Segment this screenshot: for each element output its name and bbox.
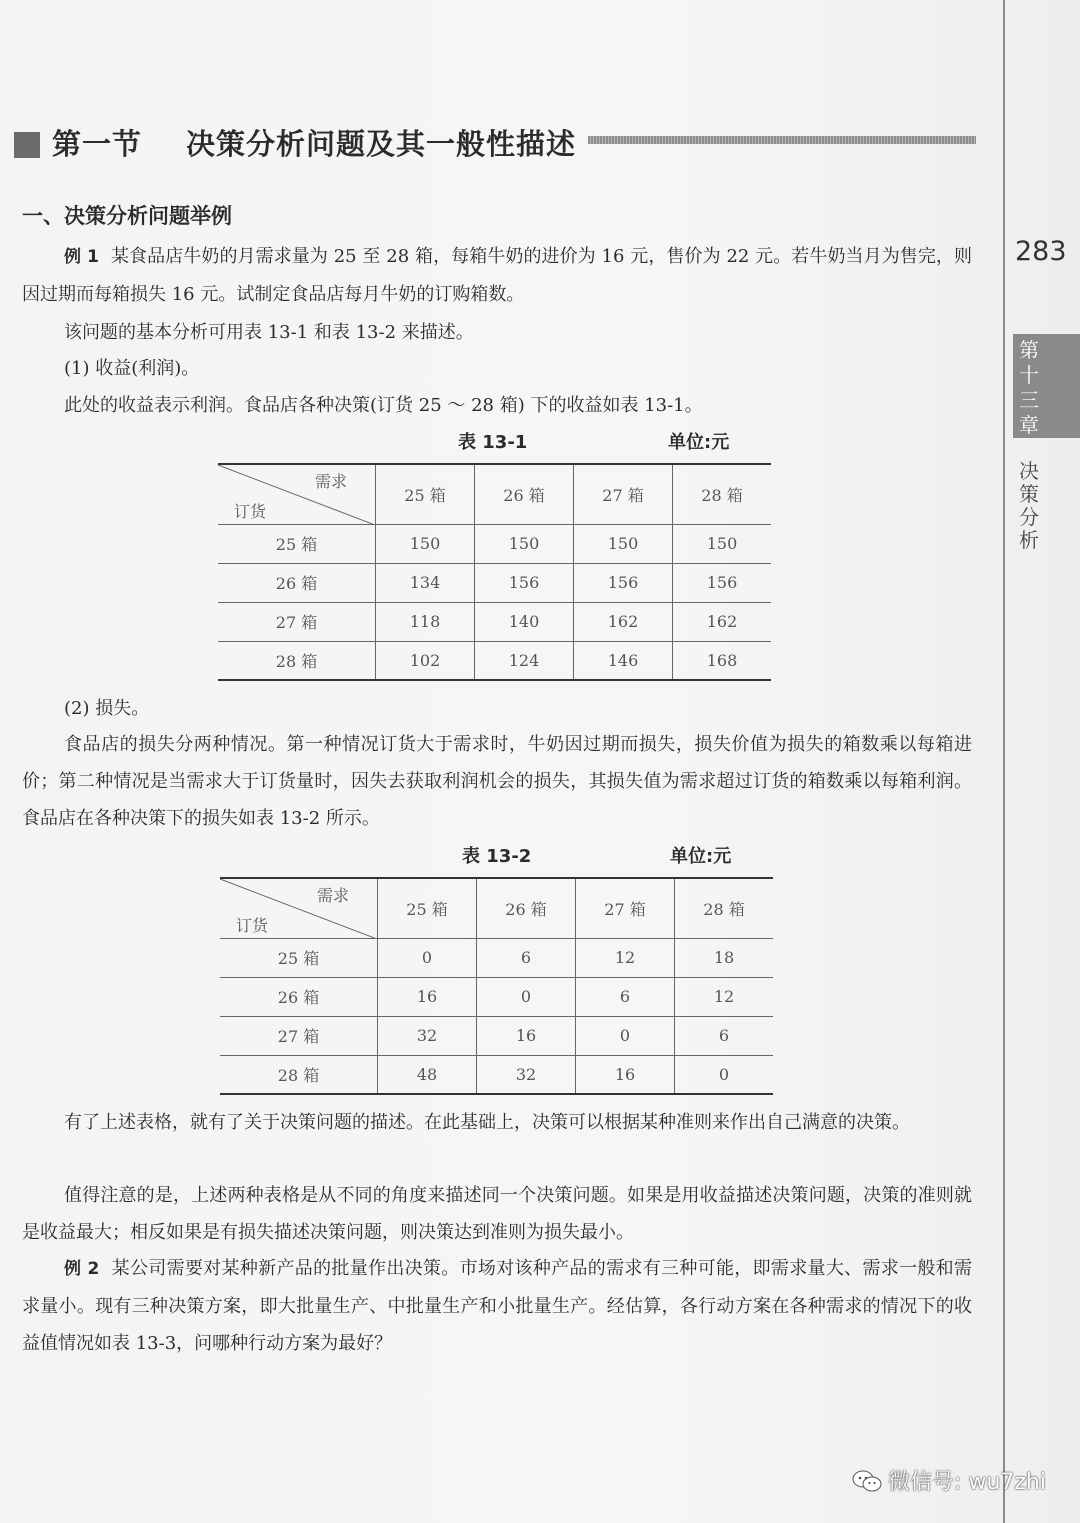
table1-col-header: 27 箱: [574, 464, 673, 524]
example2-paragraph: [22, 1250, 972, 1362]
table1-row-label: 25 箱: [218, 524, 376, 563]
table1-corner: [218, 464, 376, 524]
table1-row-label: 28 箱: [218, 641, 376, 680]
table2-cell: 32: [477, 1055, 576, 1094]
table2: [220, 877, 773, 1095]
table2-cell: 32: [378, 1016, 477, 1055]
margin-divider: [1003, 0, 1005, 1523]
loss-paragraph: 食品店的损失分两种情况。第一种情况订货大于需求时，牛奶因过期而损失，损失价值为损失的箱数乘以每箱进价；第二种情况是当需求大于订货量时，因失去获取利润机会的损失，其损失值为需求超过订货的箱数乘以每箱利润。食品店在各种决策下的损失如表 13-2 所示。: [22, 734, 972, 829]
table-row: [218, 563, 771, 602]
section-rule: [588, 136, 976, 144]
table1-cell: 102: [376, 641, 475, 680]
section-title: 决策分析问题及其一般性描述: [186, 127, 577, 161]
table1-cell: 162: [574, 602, 673, 641]
table2-cell: 18: [675, 938, 774, 977]
watermark-text: 微信号: wu7zhi: [888, 1470, 1046, 1495]
table2-cell: 6: [675, 1016, 774, 1055]
table-row: [218, 602, 771, 641]
table2-cell: 16: [378, 977, 477, 1016]
table2-row-label: 26 箱: [220, 977, 378, 1016]
table-row: [220, 977, 773, 1016]
table1-cell: 150: [376, 524, 475, 563]
table1-cell: 140: [475, 602, 574, 641]
example2-text: 某公司需要对某种新产品的批量作出决策。市场对该种产品的需求有三种可能，即需求量大、需求一般和需求量小。现有三种决策方案，即大批量生产、中批量生产和小批量生产。经估算，各行动方案在各种需求的情况下的收益值情况如表 13-3，问哪种行动方案为最好？: [22, 1258, 972, 1354]
example1-text: 某食品店牛奶的月需求量为 25 至 28 箱，每箱牛奶的进价为 16 元，售价为 22 元。若牛奶当月为售完，则因过期而每箱损失 16 元。试制定食品店每月牛奶的订购箱数。: [22, 246, 972, 305]
table2-cell: 0: [378, 938, 477, 977]
section-heading: [14, 118, 976, 170]
table2-col-header: 26 箱: [477, 878, 576, 938]
table-row: [218, 524, 771, 563]
table1-caption: 表 13-1: [458, 432, 528, 453]
basic-analysis-line: 该问题的基本分析可用表 13-1 和表 13-2 来描述。: [64, 322, 474, 343]
table2-cell: 12: [576, 938, 675, 977]
table1-col-header: 28 箱: [673, 464, 772, 524]
after-tables-paragraph: 有了上述表格，就有了关于决策问题的描述。在此基础上，决策可以根据某种准则来作出自己满意的决策。: [64, 1112, 910, 1133]
table2-col-header: 27 箱: [576, 878, 675, 938]
table1-cell: 156: [673, 563, 772, 602]
table2-row-label: 27 箱: [220, 1016, 378, 1055]
page-number: 283: [1015, 236, 1067, 267]
example1-label: 例 1: [64, 247, 99, 267]
table1-cell: 146: [574, 641, 673, 680]
table2-cell: 0: [576, 1016, 675, 1055]
table2-cell: 48: [378, 1055, 477, 1094]
profit-line: 此处的收益表示利润。食品店各种决策(订货 25 ～ 28 箱) 下的收益如表 13-1。: [64, 395, 703, 416]
table2-corner-order: 订货: [236, 915, 269, 935]
table1: [218, 463, 771, 681]
example1-paragraph: [22, 238, 972, 313]
table1-corner-order: 订货: [234, 501, 267, 521]
table2-cell: 6: [477, 938, 576, 977]
table2-cell: 12: [675, 977, 774, 1016]
table1-cell: 150: [475, 524, 574, 563]
table1-cell: 124: [475, 641, 574, 680]
table2-cell: 6: [576, 977, 675, 1016]
table1-cell: 156: [475, 563, 574, 602]
chapter-name: 决策分析: [1019, 459, 1039, 552]
table2-cell: 16: [477, 1016, 576, 1055]
chapter-tab-label: 第十三章: [1019, 338, 1039, 437]
table2-cell: 0: [477, 977, 576, 1016]
table2-col-header: 28 箱: [675, 878, 774, 938]
example2-label: 例 2: [64, 1259, 100, 1279]
table2-row-label: 28 箱: [220, 1055, 378, 1094]
table2-caption: 表 13-2: [462, 846, 532, 867]
table2-corner: [220, 878, 378, 938]
table2-corner-demand: 需求: [316, 886, 349, 905]
table1-cell: 156: [574, 563, 673, 602]
wechat-watermark: [852, 1465, 1046, 1496]
table2-row-label: 25 箱: [220, 938, 378, 977]
table1-corner-demand: 需求: [314, 472, 347, 491]
table-row: [220, 1016, 773, 1055]
table-row: [218, 641, 771, 680]
table1-col-header: 25 箱: [376, 464, 475, 524]
table1-cell: 162: [673, 602, 772, 641]
table1-cell: 150: [673, 524, 772, 563]
table-row: [220, 1055, 773, 1094]
table2-cell: 0: [675, 1055, 774, 1094]
table1-row-label: 27 箱: [218, 602, 376, 641]
note-paragraph: 值得注意的是，上述两种表格是从不同的角度来描述同一个决策问题。如果是用收益描述决策问题，决策的准则就是收益最大；相反如果是有损失描述决策问题，则决策达到准则为损失最小。: [22, 1185, 972, 1243]
table1-unit: 单位:元: [668, 432, 730, 453]
table1-cell: 134: [376, 563, 475, 602]
table1-row-label: 26 箱: [218, 563, 376, 602]
table2-cell: 16: [576, 1055, 675, 1094]
table1-col-header: 26 箱: [475, 464, 574, 524]
section-number: 第一节: [52, 127, 143, 161]
subheading: 一、决策分析问题举例: [22, 203, 232, 228]
chapter-tab: [1013, 334, 1080, 438]
table1-cell: 118: [376, 602, 475, 641]
table2-unit: 单位:元: [670, 846, 732, 867]
item2-line: (2) 损失。: [64, 698, 150, 719]
item1-line: (1) 收益(利润)。: [64, 358, 200, 379]
table2-col-header: 25 箱: [378, 878, 477, 938]
table-row: [220, 938, 773, 977]
section-square-icon: [14, 132, 40, 158]
table1-cell: 168: [673, 641, 772, 680]
wechat-icon: [852, 1470, 882, 1492]
table1-cell: 150: [574, 524, 673, 563]
